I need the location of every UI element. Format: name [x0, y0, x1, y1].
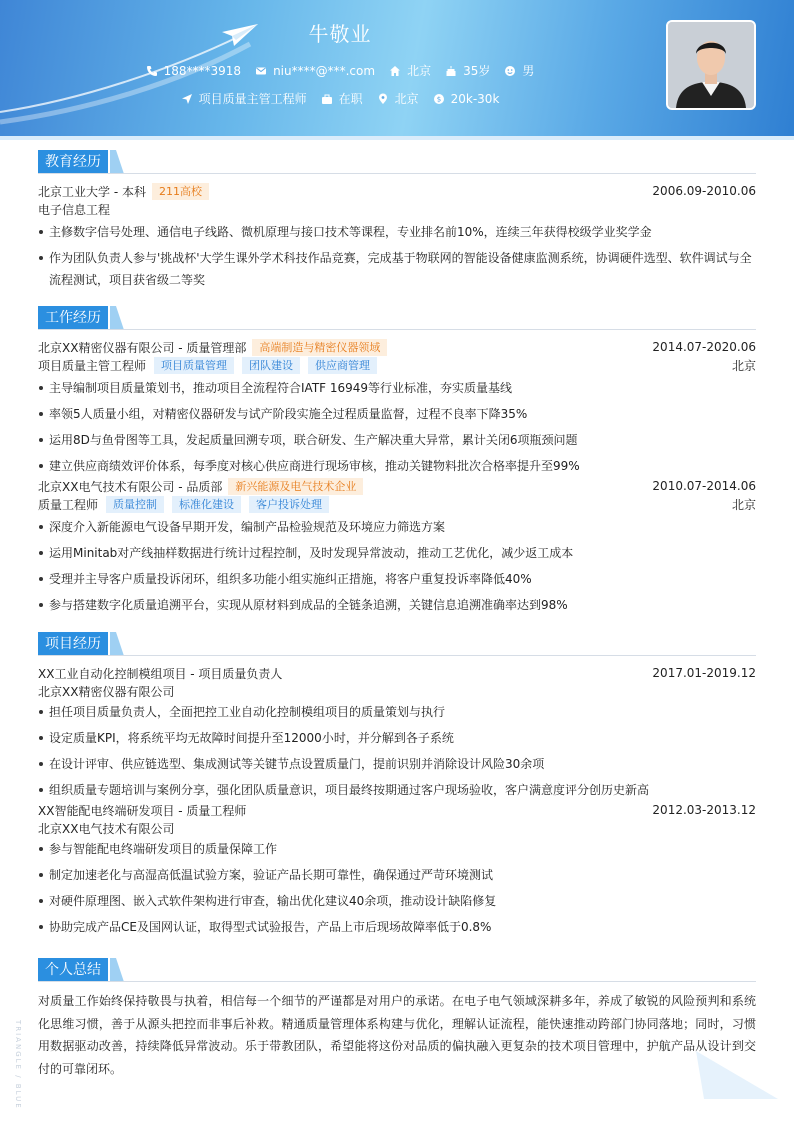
company-name: 北京XX精密仪器有限公司 - 质量管理部	[38, 340, 247, 355]
status-text: 在职	[338, 92, 363, 106]
education-row	[38, 182, 756, 200]
job-position: 质量工程师	[38, 497, 99, 512]
job-position: 项目质量主管工程师	[38, 358, 147, 373]
phone-text: 188****3918	[163, 63, 242, 78]
skill-tag: 供应商管理	[308, 357, 377, 374]
company-name: 北京XX电气技术有限公司 - 品质部	[38, 479, 223, 494]
corner-triangle-decoration	[690, 1051, 780, 1111]
list-item: 运用Minitab对产线抽样数据进行统计过程控制，及时发现异常波动，推动工艺优化，减少返工成本	[38, 542, 756, 564]
list-item: 在设计评审、供应链选型、集成测试等关键节点设置质量门，提前识别并消除设计风险30余项	[38, 753, 756, 775]
list-item: 担任项目质量负责人，全面把控工业自动化控制模组项目的质量策划与执行	[38, 701, 756, 723]
title-triangle-decoration	[110, 150, 126, 174]
project-company: 北京XX精密仪器有限公司	[38, 684, 175, 699]
home-icon	[389, 65, 401, 77]
status-item	[321, 90, 363, 107]
project-name: XX工业自动化控制模组项目 - 项目质量负责人	[38, 666, 283, 681]
list-item: 参与搭建数字化质量追溯平台，实现从原材料到成品的全链条追溯，关键信息追溯准确率达到98%	[38, 594, 756, 616]
list-item: 制定加速老化与高湿高低温试验方案，验证产品长期可靠性，确保通过严苛环境测试	[38, 864, 756, 886]
section-title: 教育经历	[38, 150, 108, 174]
list-item: 组织质量专题培训与案例分享，强化团队质量意识，项目最终按期通过客户现场验收，客户满意度评分创历史新高	[38, 779, 756, 801]
job-entry	[38, 477, 756, 616]
work-section	[38, 306, 756, 616]
title-triangle-decoration	[110, 306, 126, 330]
section-title: 项目经历	[38, 632, 108, 656]
list-item: 主修数字信号处理、通信电子线路、微机原理与接口技术等课程，专业排名前10%，连续三年获得校级学业奖学金	[38, 221, 756, 243]
project-name: XX智能配电终端研发项目 - 质量工程师	[38, 803, 247, 818]
list-item: 参与智能配电终端研发项目的质量保障工作	[38, 838, 756, 860]
list-item: 协助完成产品CE及国网认证，取得型式试验报告，产品上市后现场故障率低于0.8%	[38, 916, 756, 938]
email-item	[255, 64, 375, 78]
summary-section	[38, 958, 756, 1080]
summary-text: 对质量工作始终保持敬畏与执着，相信每一个细节的严谨都是对用户的承诺。在电子电气领域深耕多年，养成了敏锐的风险预判和系统化思维习惯，善于从源头把控而非事后补救。精通质量管理体系构建与优化，理解认证流程，能快速推动跨部门协同落地；同时，习惯用数据驱动改善，持续降低异常波动。乐于带教团队，希望能将这份对品质的偏执融入更复杂的技术项目管理中，护航产品从设计到交付的可靠闭环。	[38, 994, 756, 1076]
candidate-name: 牛敬业	[308, 22, 372, 46]
contact-row	[0, 62, 680, 79]
work-title-bar	[38, 306, 756, 330]
project-date: 2017.01-2019.12	[652, 666, 756, 680]
salary-item	[433, 92, 500, 106]
target-position-item	[181, 90, 307, 107]
list-item: 受理并主导客户质量投诉闭环，组织多功能小组实施纠正措施，将客户重复投诉率降低40%	[38, 568, 756, 590]
school-name: 北京工业大学 - 本科	[38, 184, 146, 199]
phone-item	[146, 64, 241, 78]
project-entry	[38, 664, 756, 801]
job-city: 北京	[731, 358, 756, 373]
avatar	[666, 20, 756, 110]
header-divider	[0, 136, 794, 140]
coin-icon	[433, 93, 445, 105]
phone-icon	[146, 65, 158, 77]
age-text: 35岁	[463, 64, 491, 78]
project-date: 2012.03-2013.12	[652, 803, 756, 817]
projects-title-bar	[38, 632, 756, 656]
list-item: 主导编制项目质量策划书，推动项目全流程符合IATF 16949等行业标准，夯实质量基线	[38, 377, 756, 399]
summary-title-bar	[38, 958, 756, 982]
gender-text: 男	[522, 64, 535, 78]
list-item: 建立供应商绩效评价体系，每季度对核心供应商进行现场审核，推动关键物料批次合格率提升至99%	[38, 455, 756, 477]
job-city: 北京	[731, 497, 756, 512]
mail-icon	[255, 65, 267, 77]
major-row	[38, 200, 756, 218]
target-city-item	[377, 90, 419, 107]
list-item: 作为团队负责人参与'挑战杯'大学生课外学术科技作品竞赛，完成基于物联网的智能设备健康监测系统，协调硬件选型、软件调试与全流程测试，项目获省级二等奖	[38, 247, 756, 291]
list-item: 率领5人质量小组，对精密仪器研发与试产阶段实施全过程质量监督，过程不良率下降35%	[38, 403, 756, 425]
salary-text: 20k-30k	[450, 91, 500, 106]
age-item	[445, 62, 490, 79]
industry-tag: 新兴能源及电气技术企业	[228, 478, 363, 495]
skill-tag: 团队建设	[242, 357, 300, 374]
gender-item	[504, 62, 534, 79]
project-company: 北京XX电气技术有限公司	[38, 821, 175, 836]
education-date: 2006.09-2010.06	[652, 184, 756, 198]
job-date: 2014.07-2020.06	[652, 340, 756, 354]
city-text: 北京	[407, 64, 432, 78]
skill-tag: 标准化建设	[172, 496, 241, 513]
skill-tag: 质量控制	[106, 496, 164, 513]
education-title-bar	[38, 150, 756, 174]
cake-icon	[445, 65, 457, 77]
target-city-text: 北京	[394, 92, 419, 106]
city-item	[389, 62, 431, 79]
briefcase-icon	[321, 93, 333, 105]
industry-tag: 高端制造与精密仪器领域	[252, 339, 387, 356]
job-date: 2010.07-2014.06	[652, 479, 756, 493]
list-item: 深度介入新能源电气设备早期开发，编制产品检验规范及环境应力筛选方案	[38, 516, 756, 538]
title-triangle-decoration	[110, 632, 126, 656]
title-triangle-decoration	[110, 958, 126, 982]
major: 电子信息工程	[38, 202, 111, 217]
education-section	[38, 150, 756, 291]
school-badge: 211高校	[152, 183, 209, 200]
send-icon	[181, 93, 193, 105]
skill-tag: 项目质量管理	[154, 357, 234, 374]
svg-text:$: $	[436, 95, 441, 104]
target-position-text: 项目质量主管工程师	[198, 92, 307, 106]
list-item: 运用8D与鱼骨图等工具，发起质量回溯专项，联合研发、生产解决重大异常，累计关闭6项瓶颈问题	[38, 429, 756, 451]
email-text: niu****@***.com	[273, 63, 376, 78]
intent-row	[0, 90, 680, 107]
side-watermark: TRIANGLE / BLUE	[14, 1020, 22, 1110]
section-title: 工作经历	[38, 306, 108, 330]
project-entry	[38, 801, 756, 938]
skill-tag: 客户投诉处理	[249, 496, 329, 513]
list-item: 设定质量KPI，将系统平均无故障时间提升至12000小时，并分解到各子系统	[38, 727, 756, 749]
person-icon	[504, 65, 516, 77]
job-entry	[38, 338, 756, 477]
location-pin-icon	[377, 93, 389, 105]
list-item: 对硬件原理图、嵌入式软件架构进行审查，输出优化建议40余项，推动设计缺陷修复	[38, 890, 756, 912]
section-title: 个人总结	[38, 958, 108, 982]
projects-section	[38, 632, 756, 938]
